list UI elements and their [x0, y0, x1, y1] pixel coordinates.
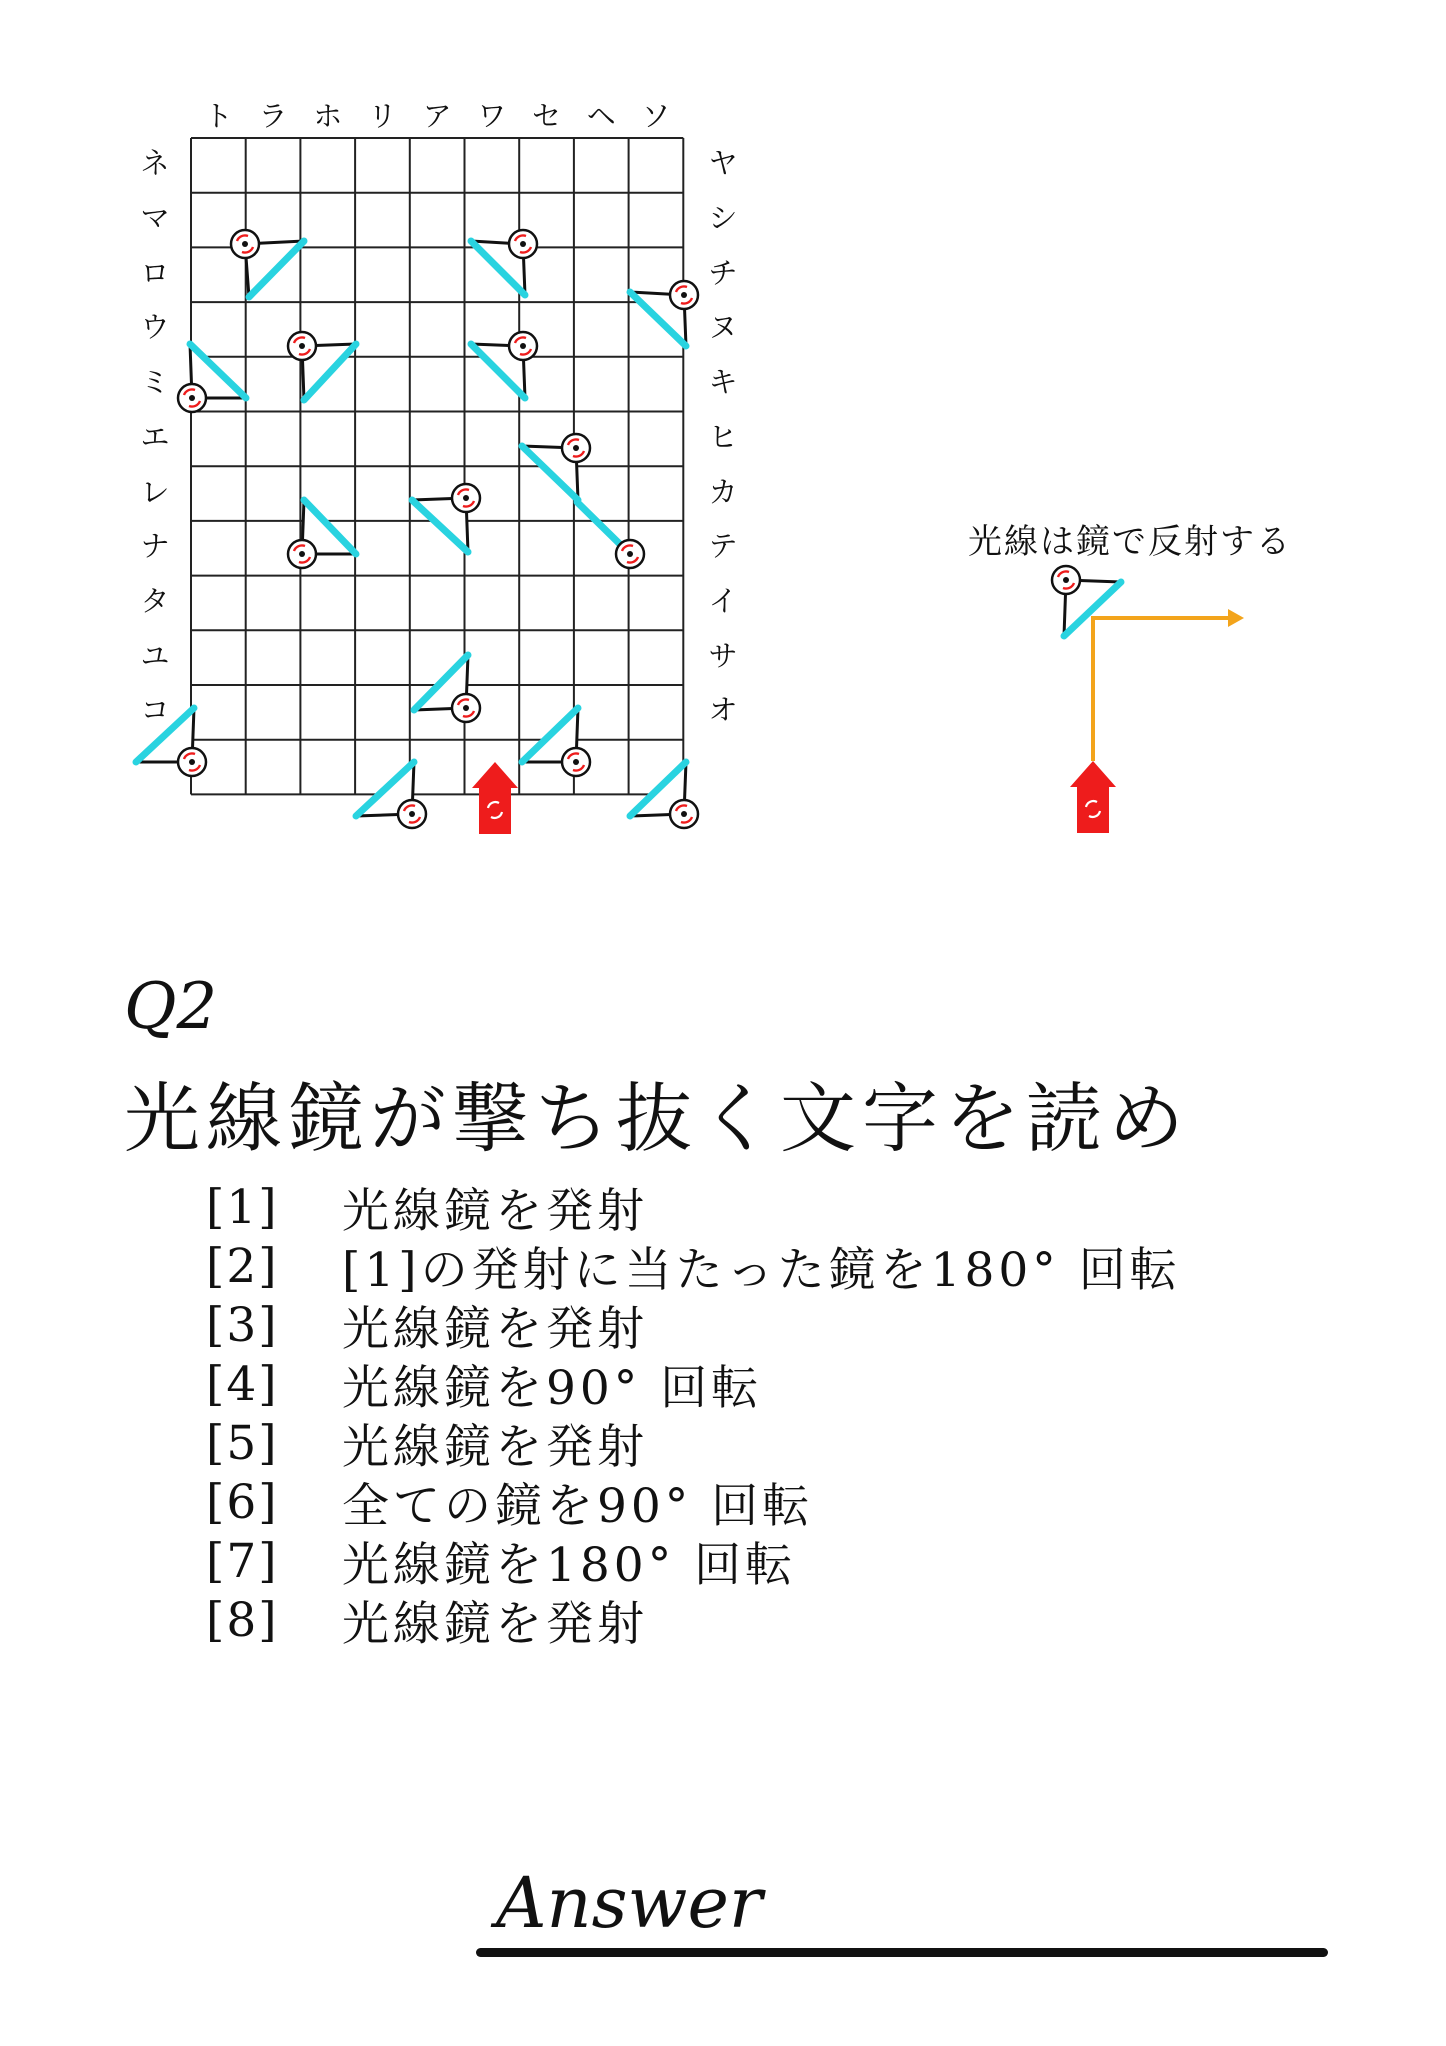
right-row-label: カ: [708, 474, 738, 509]
knob-center: [520, 343, 526, 349]
mirror-piece: [288, 332, 356, 400]
step-item: [206, 1532, 1181, 1591]
right-row-label: イ: [708, 583, 738, 618]
step-item: [206, 1414, 1181, 1473]
reflection-hint: 光線は鏡で反射する: [968, 522, 1292, 562]
step-text: 光線鏡を発射: [342, 1302, 648, 1357]
knob-center: [463, 495, 469, 501]
reflection-example: [1052, 566, 1244, 833]
answer-label: Answer: [496, 1862, 763, 1944]
question-number: Q2: [124, 970, 218, 1044]
left-row-label: タ: [140, 583, 170, 618]
right-row-label: キ: [708, 365, 738, 400]
step-text: 光線鏡を発射: [342, 1420, 648, 1475]
knob-center: [189, 395, 195, 401]
emitter-arrow: [1070, 761, 1116, 833]
step-number: [8]: [206, 1593, 279, 1648]
right-row-label: ヒ: [708, 419, 738, 454]
rotate-icon: [452, 694, 480, 722]
left-row-label: レ: [140, 474, 170, 509]
mirror-piece: [231, 230, 304, 297]
rotate-icon: [178, 384, 206, 412]
laser-path: [1093, 618, 1232, 761]
col-label: ワ: [477, 99, 507, 133]
rotate-icon: [452, 484, 480, 512]
right-row-label: サ: [708, 638, 738, 673]
col-label: ホ: [313, 99, 343, 133]
rotate-icon: [509, 230, 537, 258]
mirror-piece: [577, 502, 644, 568]
step-text: 光線鏡を180° 回転: [342, 1538, 797, 1593]
rotate-icon: [670, 281, 698, 309]
right-row-label: チ: [708, 255, 738, 290]
right-row-label: ヤ: [708, 146, 738, 181]
col-label: セ: [532, 99, 562, 133]
step-text: 全ての鏡を90° 回転: [342, 1479, 814, 1534]
left-row-label: コ: [140, 693, 170, 728]
step-number: [2]: [206, 1239, 279, 1294]
col-label: ヘ: [586, 99, 616, 133]
step-number: [6]: [206, 1475, 279, 1530]
step-text: [1]の発射に当たった鏡を180° 回転: [342, 1243, 1181, 1298]
answer-line[interactable]: [476, 1948, 1328, 1957]
rotate-icon: [562, 434, 590, 462]
rotate-icon: [178, 748, 206, 776]
mirror-piece: [1052, 566, 1121, 636]
step-item: [206, 1591, 1181, 1650]
knob-center: [573, 445, 579, 451]
knob-center: [627, 551, 633, 557]
knob-center: [409, 811, 415, 817]
laser-emitters: [472, 762, 518, 834]
col-label: リ: [367, 99, 397, 133]
left-row-label: ユ: [140, 638, 170, 673]
step-text: 光線鏡を発射: [342, 1184, 648, 1239]
laser-arrowhead: [1228, 609, 1244, 627]
right-row-label: シ: [708, 201, 738, 236]
knob-center: [242, 241, 248, 247]
mirror-piece: [178, 344, 246, 412]
right-row-label: テ: [708, 529, 738, 564]
knob-center: [189, 759, 195, 765]
step-number: [3]: [206, 1298, 279, 1353]
right-row-label: ヌ: [708, 310, 738, 345]
rotate-icon: [616, 540, 644, 568]
left-row-label: ネ: [140, 146, 170, 181]
mirror-piece: [630, 281, 698, 346]
mirror-piece: [522, 708, 590, 776]
col-label: ア: [422, 99, 452, 133]
step-number: [7]: [206, 1534, 279, 1589]
step-item: [206, 1355, 1181, 1414]
left-row-label: ウ: [140, 310, 170, 345]
step-text: 光線鏡を発射: [342, 1597, 648, 1652]
mirror-piece: [414, 655, 480, 722]
step-number: [1]: [206, 1180, 279, 1235]
col-label: ト: [203, 99, 233, 133]
step-number: [4]: [206, 1357, 279, 1412]
knob-center: [681, 811, 687, 817]
left-row-label: ナ: [140, 529, 170, 564]
rotate-icon: [670, 800, 698, 828]
rotate-icon: [562, 748, 590, 776]
rotate-icon: [509, 332, 537, 360]
laser-emitter: [1070, 761, 1116, 833]
left-row-label: マ: [140, 201, 170, 236]
left-row-label: ロ: [140, 255, 170, 290]
step-item: [206, 1178, 1181, 1237]
step-number: [5]: [206, 1416, 279, 1471]
instruction-steps: [206, 1178, 1181, 1650]
laser-emitter: [472, 762, 518, 834]
rotate-icon: [288, 332, 316, 360]
knob-center: [573, 759, 579, 765]
knob-center: [681, 292, 687, 298]
mirror-piece: [288, 500, 356, 568]
step-text: 光線鏡を90° 回転: [342, 1361, 763, 1416]
rotate-icon: [231, 230, 259, 258]
left-row-label: ミ: [140, 365, 170, 400]
mirror-piece: [471, 230, 537, 295]
mirror-piece: [412, 484, 480, 552]
left-row-label: エ: [140, 419, 170, 454]
mirrors: [136, 230, 698, 828]
knob-center: [299, 551, 305, 557]
knob-center: [463, 705, 469, 711]
rotate-icon: [288, 540, 316, 568]
step-item: [206, 1473, 1181, 1532]
rotate-icon: [1052, 566, 1080, 594]
step-item: [206, 1237, 1181, 1296]
question-title: 光線鏡が撃ち抜く文字を読め: [124, 1074, 1190, 1163]
right-row-label: オ: [708, 693, 738, 728]
knob-center: [520, 241, 526, 247]
step-item: [206, 1296, 1181, 1355]
col-label: ラ: [258, 99, 288, 133]
rotate-icon: [398, 800, 426, 828]
col-label: ソ: [641, 99, 671, 133]
knob-center: [299, 343, 305, 349]
knob-center: [1063, 577, 1069, 583]
emitter-arrow: [472, 762, 518, 834]
mirror-piece: [471, 332, 537, 398]
